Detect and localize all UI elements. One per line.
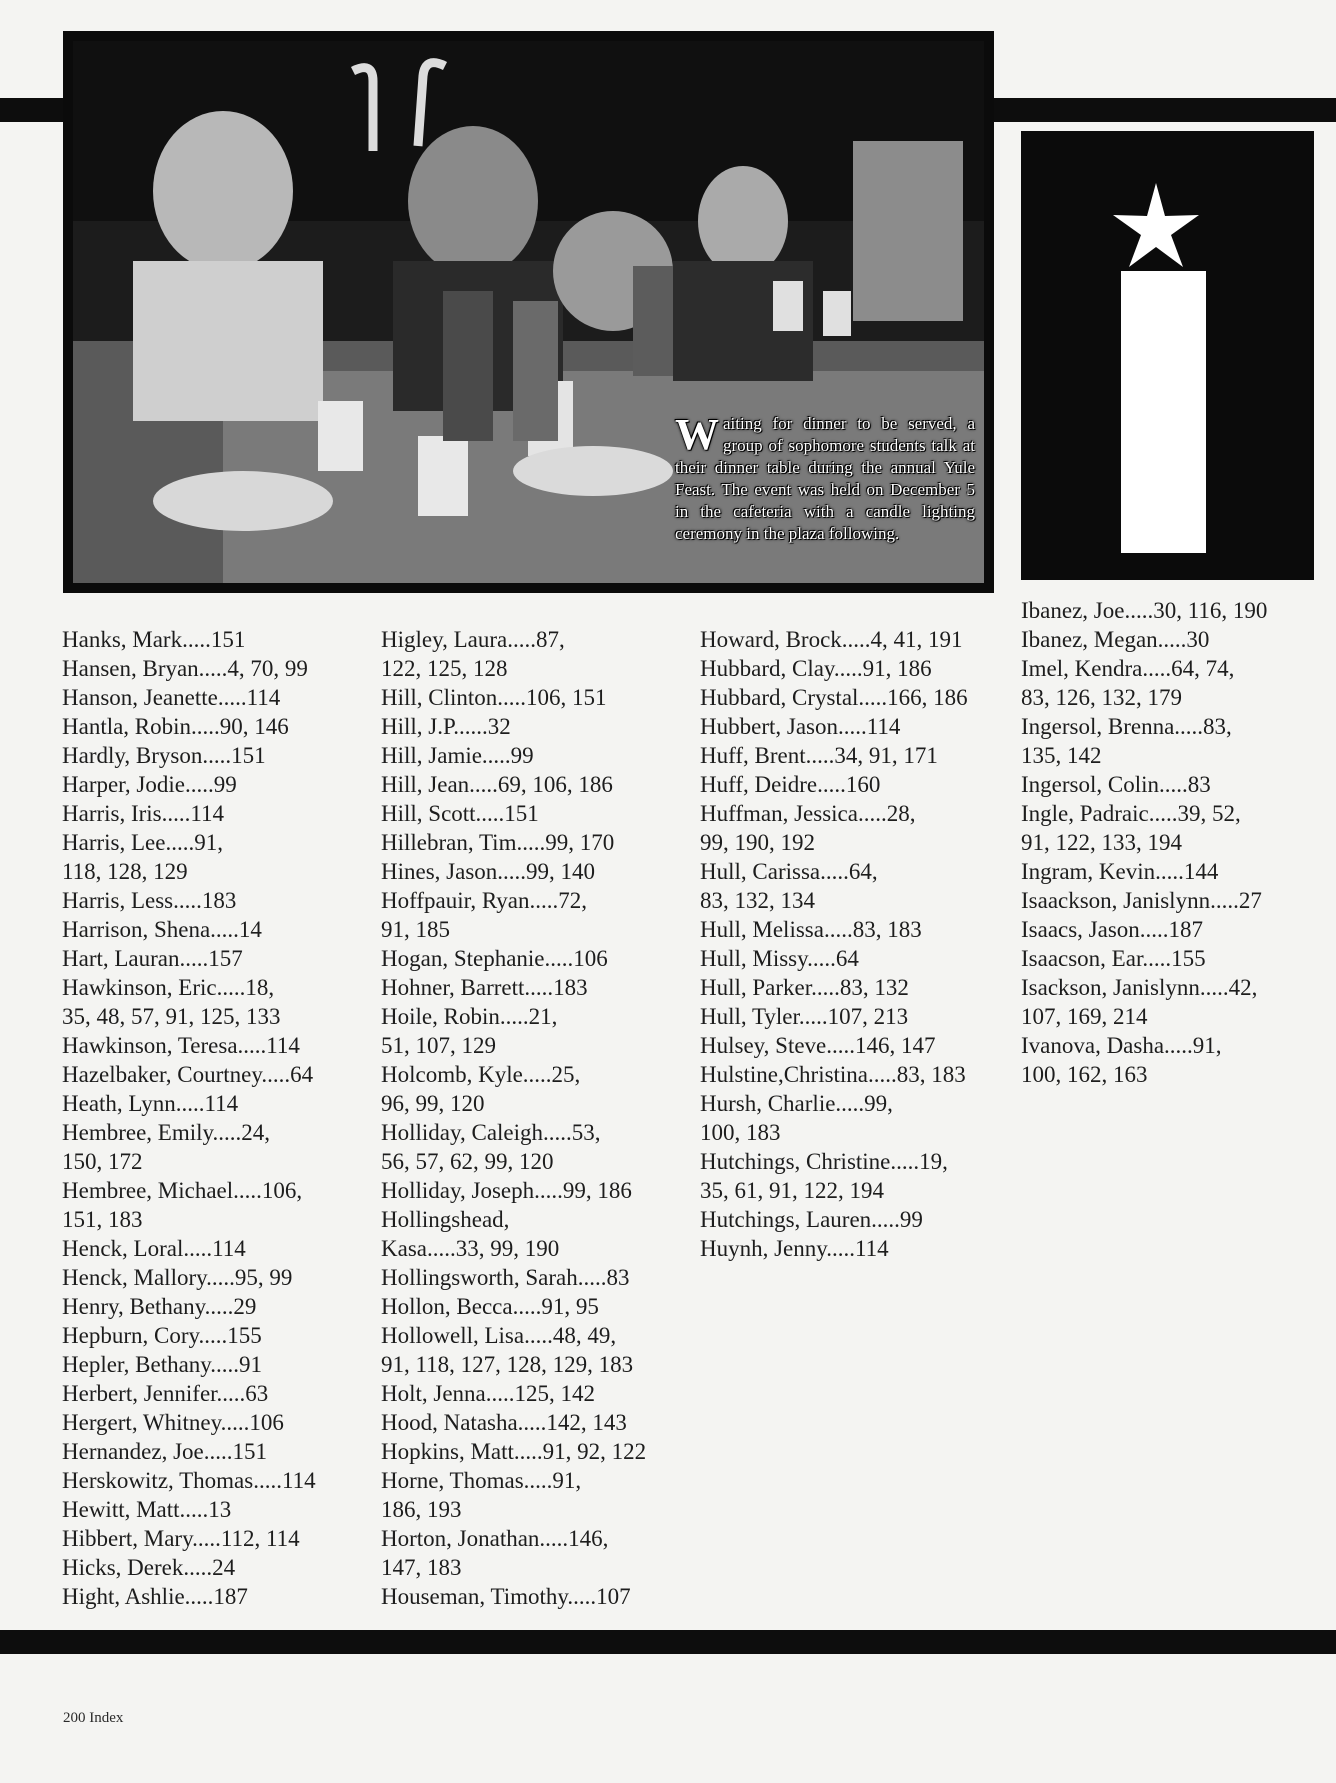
index-entry: Ivanova, Dasha.....91, 100, 162, 163 <box>1021 1033 1222 1087</box>
index-entry: Imel, Kendra.....64, 74, 83, 126, 132, 179 <box>1021 656 1235 710</box>
index-entry: Hull, Carissa.....64, 83, 132, 134 <box>700 859 878 913</box>
index-entry: Hill, Scott.....151 <box>381 801 539 826</box>
index-entry: Ingersol, Colin.....83 <box>1021 772 1211 797</box>
index-entry: Hutchings, Lauren.....99 <box>700 1207 923 1232</box>
letter-i-stem <box>1121 271 1206 553</box>
index-entry: Hantla, Robin.....90, 146 <box>62 714 289 739</box>
index-column-3 <box>700 625 1005 1263</box>
index-entry: Henry, Bethany.....29 <box>62 1294 257 1319</box>
page-footer: 200 Index <box>63 1710 124 1726</box>
index-entry: Hollingshead, Kasa.....33, 99, 190 <box>381 1207 560 1261</box>
index-entry: Hicks, Derek.....24 <box>62 1555 236 1580</box>
index-entry: Hursh, Charlie.....99, 100, 183 <box>700 1091 893 1145</box>
index-entry: Hulsey, Steve.....146, 147 <box>700 1033 936 1058</box>
index-entry: Holt, Jenna.....125, 142 <box>381 1381 596 1406</box>
index-entry: Ingle, Padraic.....39, 52, 91, 122, 133, 194 <box>1021 801 1241 855</box>
index-entry: Holliday, Joseph.....99, 186 <box>381 1178 632 1203</box>
index-entry: Horne, Thomas.....91, 186, 193 <box>381 1468 582 1522</box>
index-entry: Howard, Brock.....4, 41, 191 <box>700 627 963 652</box>
index-entry: Hansen, Bryan.....4, 70, 99 <box>62 656 308 681</box>
section-letter-graphic <box>1021 131 1314 580</box>
index-entry: Hawkinson, Teresa.....114 <box>62 1033 300 1058</box>
index-entry: Hubbard, Clay.....91, 186 <box>700 656 932 681</box>
index-entry: Huffman, Jessica.....28, 99, 190, 192 <box>700 801 916 855</box>
index-entry: Hollowell, Lisa.....48, 49, 91, 118, 127, 128, 129, 183 <box>381 1323 634 1377</box>
index-entry: Hull, Melissa.....83, 183 <box>700 917 922 942</box>
index-column-4 <box>1021 596 1326 1089</box>
index-entry: Henck, Loral.....114 <box>62 1236 246 1261</box>
section-letter-box <box>1021 131 1314 580</box>
index-entry: Huff, Deidre.....160 <box>700 772 881 797</box>
index-column-1 <box>62 625 362 1611</box>
caption-text: aiting for dinner to be served, a group of sophomore students talk at their dinner table during the annual Yule Feast. The event was held on December 5 in the cafeteria with a candle lighting ceremony in the plaza following. <box>675 414 975 543</box>
caption-drop-cap: W <box>675 410 719 459</box>
index-entry: Hoffpauir, Ryan.....72, 91, 185 <box>381 888 587 942</box>
star-icon <box>1113 183 1199 267</box>
index-entry: Ingersol, Brenna.....83, 135, 142 <box>1021 714 1232 768</box>
index-entry: Hibbert, Mary.....112, 114 <box>62 1526 300 1551</box>
index-entry: Harris, Less.....183 <box>62 888 237 913</box>
index-entry: Hollingsworth, Sarah.....83 <box>381 1265 630 1290</box>
index-entry: Harris, Lee.....91, 118, 128, 129 <box>62 830 223 884</box>
index-entry: Hohner, Barrett.....183 <box>381 975 588 1000</box>
index-entry: Hill, Jamie.....99 <box>381 743 534 768</box>
index-entry: Herbert, Jennifer.....63 <box>62 1381 269 1406</box>
index-entry: Holcomb, Kyle.....25, 96, 99, 120 <box>381 1062 581 1116</box>
index-entry: Hernandez, Joe.....151 <box>62 1439 268 1464</box>
photo-caption <box>675 410 975 545</box>
index-entry: Hutchings, Christine.....19, 35, 61, 91, 122, 194 <box>700 1149 948 1203</box>
index-entry: Hanks, Mark.....151 <box>62 627 246 652</box>
index-entry: Hull, Missy.....64 <box>700 946 859 971</box>
index-entry: Horton, Jonathan.....146, 147, 183 <box>381 1526 609 1580</box>
index-entry: Ingram, Kevin.....144 <box>1021 859 1219 884</box>
index-entry: Hopkins, Matt.....91, 92, 122 <box>381 1439 647 1464</box>
index-entry: Hepburn, Cory.....155 <box>62 1323 262 1348</box>
index-entry: Hight, Ashlie.....187 <box>62 1584 248 1609</box>
index-entry: Henck, Mallory.....95, 99 <box>62 1265 293 1290</box>
index-entry: Hepler, Bethany.....91 <box>62 1352 263 1377</box>
index-entry: Hulstine,Christina.....83, 183 <box>700 1062 966 1087</box>
index-column-2 <box>381 625 681 1611</box>
index-entry: Hardly, Bryson.....151 <box>62 743 266 768</box>
index-entry: Higley, Laura.....87, 122, 125, 128 <box>381 627 565 681</box>
index-entry: Hoile, Robin.....21, 51, 107, 129 <box>381 1004 558 1058</box>
index-entry: Hanson, Jeanette.....114 <box>62 685 281 710</box>
index-entry: Ibanez, Megan.....30 <box>1021 627 1210 652</box>
index-entry: Isaackson, Janislynn.....27 <box>1021 888 1262 913</box>
index-entry: Hull, Tyler.....107, 213 <box>700 1004 909 1029</box>
index-entry: Houseman, Timothy.....107 <box>381 1584 631 1609</box>
index-entry: Hill, Clinton.....106, 151 <box>381 685 607 710</box>
index-entry: Hollon, Becca.....91, 95 <box>381 1294 599 1319</box>
index-entry: Hubbert, Jason.....114 <box>700 714 901 739</box>
index-entry: Hull, Parker.....83, 132 <box>700 975 909 1000</box>
index-entry: Hill, J.P......32 <box>381 714 511 739</box>
index-entry: Hewitt, Matt.....13 <box>62 1497 232 1522</box>
index-entry: Harper, Jodie.....99 <box>62 772 237 797</box>
index-entry: Hood, Natasha.....142, 143 <box>381 1410 627 1435</box>
index-entry: Hogan, Stephanie.....106 <box>381 946 608 971</box>
index-entry: Hazelbaker, Courtney.....64 <box>62 1062 314 1087</box>
index-entry: Hembree, Michael.....106, 151, 183 <box>62 1178 303 1232</box>
index-entry: Isaacs, Jason.....187 <box>1021 917 1204 942</box>
index-entry: Hart, Lauran.....157 <box>62 946 243 971</box>
index-entry: Ibanez, Joe.....30, 116, 190 <box>1021 598 1268 623</box>
index-entry: Huff, Brent.....34, 91, 171 <box>700 743 938 768</box>
index-entry: Hill, Jean.....69, 106, 186 <box>381 772 613 797</box>
index-entry: Harrison, Shena.....14 <box>62 917 262 942</box>
index-entry: Isaacson, Ear.....155 <box>1021 946 1206 971</box>
index-entry: Hawkinson, Eric.....18, 35, 48, 57, 91, 125, 133 <box>62 975 281 1029</box>
index-entry: Hembree, Emily.....24, 150, 172 <box>62 1120 271 1174</box>
yule-feast-photo <box>63 31 994 593</box>
index-entry: Hubbard, Crystal.....166, 186 <box>700 685 968 710</box>
index-entry: Isackson, Janislynn.....42, 107, 169, 214 <box>1021 975 1258 1029</box>
bottom-rule-bar <box>0 1630 1336 1654</box>
index-entry: Huynh, Jenny.....114 <box>700 1236 889 1261</box>
index-entry: Hillebran, Tim.....99, 170 <box>381 830 615 855</box>
index-entry: Holliday, Caleigh.....53, 56, 57, 62, 99, 120 <box>381 1120 601 1174</box>
index-entry: Heath, Lynn.....114 <box>62 1091 239 1116</box>
index-entry: Hines, Jason.....99, 140 <box>381 859 596 884</box>
index-entry: Harris, Iris.....114 <box>62 801 225 826</box>
index-entry: Hergert, Whitney.....106 <box>62 1410 284 1435</box>
index-entry: Herskowitz, Thomas.....114 <box>62 1468 316 1493</box>
